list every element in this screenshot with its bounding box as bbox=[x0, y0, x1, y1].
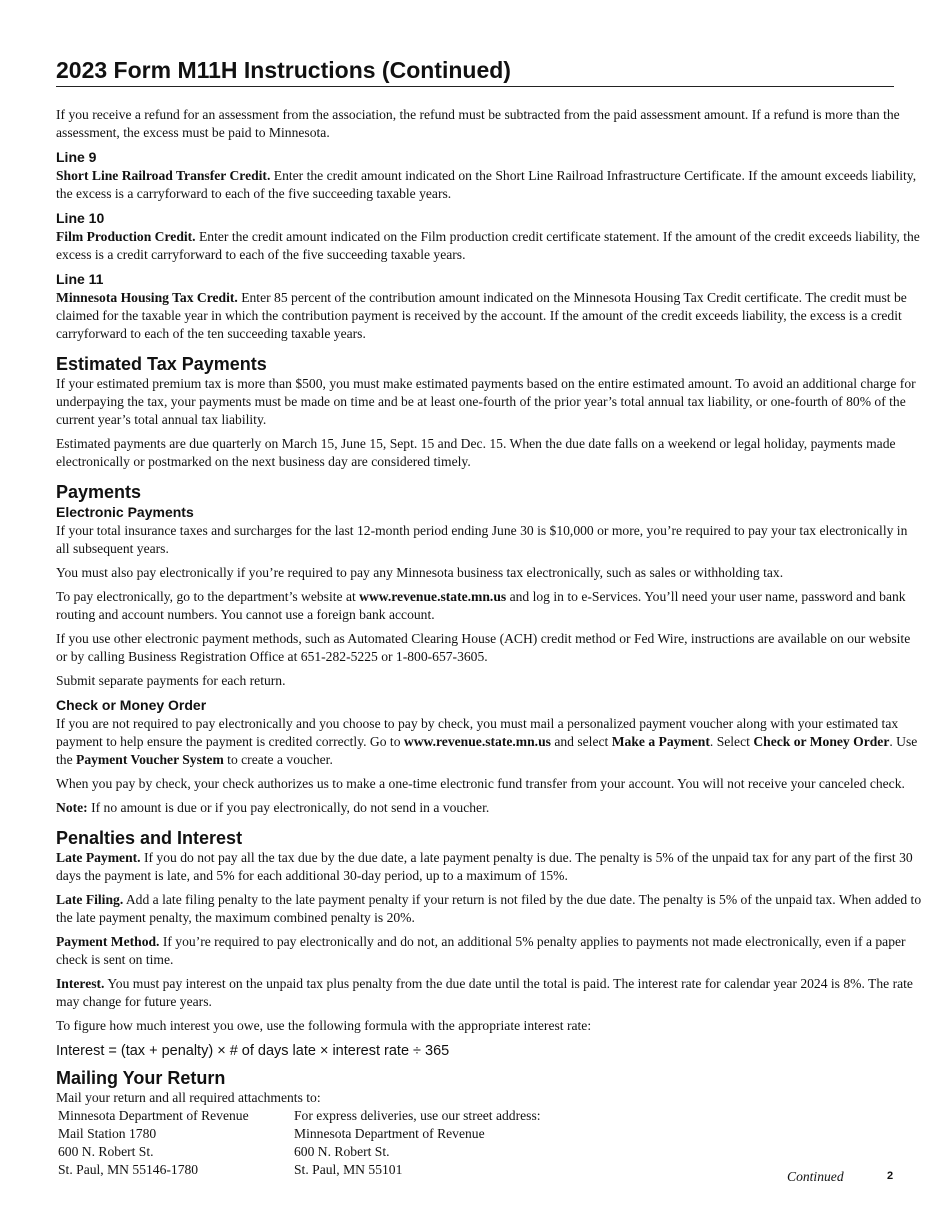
payment-method-paragraph bbox=[56, 933, 922, 969]
note-lead: Note: bbox=[56, 800, 88, 815]
mail-address-line: Mail Station 1780 bbox=[58, 1126, 157, 1141]
mail-address bbox=[56, 1107, 294, 1179]
interest-formula: Interest = (tax + penalty) × # of days late × interest rate ÷ 365 bbox=[56, 1043, 450, 1059]
page-title: 2023 Form M11H Instructions (Continued) bbox=[56, 56, 894, 87]
electronic-paragraph-3 bbox=[56, 588, 922, 624]
estimated-paragraph-2: Estimated payments are due quarterly on March 15, June 15, Sept. 15 and Dec. 15. When the due date falls on a weekend or legal holiday, payments made electronically or postmarked on the next business day are considered timely. bbox=[56, 436, 896, 469]
check-paragraph-1 bbox=[56, 715, 922, 769]
late-payment-lead: Late Payment. bbox=[56, 850, 141, 865]
line10-paragraph bbox=[56, 228, 922, 264]
content bbox=[56, 106, 922, 1179]
revenue-website-link-2[interactable]: www.revenue.state.mn.us bbox=[403, 734, 551, 749]
check-p1-text-c: . Select bbox=[709, 734, 754, 749]
line11-text: Enter 85 percent of the contribution amount indicated on the Minnesota Housing Tax Credit certificate. The credit must be claimed for the taxable year in which the contribution payment is received by the account. If the amount of the credit exceeds liability, the excess is a credit carryforward to each of the ten succeeding taxable years. bbox=[56, 290, 907, 341]
mail-address-line: Minnesota Department of Revenue bbox=[58, 1108, 249, 1123]
mailing-heading: Mailing Your Return bbox=[56, 1068, 226, 1088]
late-filing-paragraph bbox=[56, 891, 922, 927]
payment-method-lead: Payment Method. bbox=[56, 934, 160, 949]
line10-text: Enter the credit amount indicated on the Film production credit certificate statement. If the amount of the credit exceeds liability, the excess is a credit carryforward to each of the five succeeding taxable years. bbox=[56, 229, 920, 262]
express-address bbox=[294, 1107, 614, 1179]
line11-lead: Minnesota Housing Tax Credit. bbox=[56, 290, 238, 305]
make-a-payment-label: Make a Payment bbox=[611, 734, 710, 749]
express-intro: For express deliveries, use our street address: bbox=[294, 1108, 541, 1123]
estimated-paragraph-1: If your estimated premium tax is more than $500, you must make estimated payments based on the entire estimated amount. To avoid an additional charge for underpaying the tax, your payments must be made on time and be at least one-fourth of the prior year’s total annual tax liability, or one-fourth of 80% of the current year’s total annual tax liability. bbox=[56, 376, 916, 427]
electronic-paragraph-4: If you use other electronic payment methods, such as Automated Clearing House (ACH) credit method or Fed Wire, instructions are available on our website or by calling Business Registration Office at 651-282-5225 or 1-800-657-3605. bbox=[56, 631, 911, 664]
footer-continued: Continued bbox=[787, 1169, 844, 1184]
formula-intro: To figure how much interest you owe, use the following formula with the appropriate interest rate: bbox=[56, 1018, 592, 1033]
mailing-intro: Mail your return and all required attachments to: bbox=[56, 1090, 321, 1105]
line9-heading: Line 9 bbox=[56, 149, 97, 165]
check-or-money-order-label: Check or Money Order bbox=[753, 734, 890, 749]
line9-text: Enter the credit amount indicated on the Short Line Railroad Infrastructure Certificate. If the amount exceeds liability, the excess is a carryforward to each of the five succeeding taxable years. bbox=[56, 168, 917, 201]
interest-lead: Interest. bbox=[56, 976, 105, 991]
electronic-paragraph-2: You must also pay electronically if you’re required to pay any Minnesota business tax electronically, such as sales or withholding tax. bbox=[56, 565, 784, 580]
note-text: If no amount is due or if you pay electronically, do not send in a voucher. bbox=[87, 800, 490, 815]
express-address-line: 600 N. Robert St. bbox=[294, 1144, 390, 1159]
check-paragraph-2: When you pay by check, your check authorizes us to make a one-time electronic fund transfer from your account. You will not receive your canceled check. bbox=[56, 776, 905, 791]
check-p1-text-b: and select bbox=[550, 734, 612, 749]
line10-lead: Film Production Credit. bbox=[56, 229, 196, 244]
late-filing-lead: Late Filing. bbox=[56, 892, 124, 907]
estimated-heading: Estimated Tax Payments bbox=[56, 354, 267, 374]
electronic-p3-text-b: and log in to e-Services. You’ll need your user name, password and bank routing and account numbers. You cannot use a foreign bank account. bbox=[56, 589, 906, 622]
payment-voucher-system-label: Payment Voucher System bbox=[76, 752, 224, 767]
express-address-line: St. Paul, MN 55101 bbox=[294, 1162, 403, 1177]
note-paragraph bbox=[56, 799, 922, 817]
line11-heading: Line 11 bbox=[56, 271, 104, 287]
page-number: 2 bbox=[887, 1170, 894, 1182]
interest-text: You must pay interest on the unpaid tax plus penalty from the due date until the total is paid. The interest rate for calendar year 2024 is 8%. The rate may change for future years. bbox=[56, 976, 913, 1009]
check-p1-text-d: . Use the bbox=[56, 734, 918, 767]
interest-paragraph bbox=[56, 975, 922, 1011]
line10-heading: Line 10 bbox=[56, 210, 105, 226]
late-filing-text: Add a late filing penalty to the late payment penalty if your return is not filed by the due date. The penalty is 5% of the unpaid tax. When added to the late payment penalty, the maximum combined penalty is 20%. bbox=[56, 892, 922, 925]
line9-lead: Short Line Railroad Transfer Credit. bbox=[56, 168, 271, 183]
payments-heading: Payments bbox=[56, 482, 142, 502]
late-payment-paragraph bbox=[56, 849, 922, 885]
payment-method-text: If you’re required to pay electronically and do not, an additional 5% penalty applies to payments not made electronically, even if a paper check is sent on time. bbox=[56, 934, 906, 967]
check-p1-text-a: If you are not required to pay electronically and you choose to pay by check, you must mail a personalized payment voucher along with your estimated tax payment to help ensure the payment is credited correctly. Go to bbox=[56, 716, 899, 749]
line11-paragraph bbox=[56, 289, 922, 343]
electronic-payments-heading: Electronic Payments bbox=[56, 504, 194, 520]
line9-paragraph bbox=[56, 167, 922, 203]
express-address-line: Minnesota Department of Revenue bbox=[294, 1126, 485, 1141]
electronic-paragraph-1: If your total insurance taxes and surcharges for the last 12-month period ending June 30 is $10,000 or more, you’re required to pay your tax electronically in all subsequent years. bbox=[56, 523, 908, 556]
mail-address-line: St. Paul, MN 55146-1780 bbox=[58, 1162, 199, 1177]
electronic-p3-text-a: To pay electronically, go to the department’s website at bbox=[56, 589, 360, 604]
penalties-heading: Penalties and Interest bbox=[56, 828, 243, 848]
check-p1-text-e: to create a voucher. bbox=[223, 752, 333, 767]
late-payment-text: If you do not pay all the tax due by the due date, a late payment penalty is due. The penalty is 5% of the unpaid tax for any part of the first 30 days the payment is late, and 5% for each additional 30-day period, up to a maximum of 15%. bbox=[56, 850, 913, 883]
electronic-paragraph-5: Submit separate payments for each return. bbox=[56, 673, 286, 688]
mail-address-line: 600 N. Robert St. bbox=[58, 1144, 154, 1159]
check-heading: Check or Money Order bbox=[56, 697, 207, 713]
intro-paragraph: If you receive a refund for an assessment from the association, the refund must be subtracted from the paid assessment amount. If a refund is more than the assessment, the excess must be paid to Minnesota. bbox=[56, 107, 900, 140]
revenue-website-link[interactable]: www.revenue.state.mn.us bbox=[359, 589, 507, 604]
